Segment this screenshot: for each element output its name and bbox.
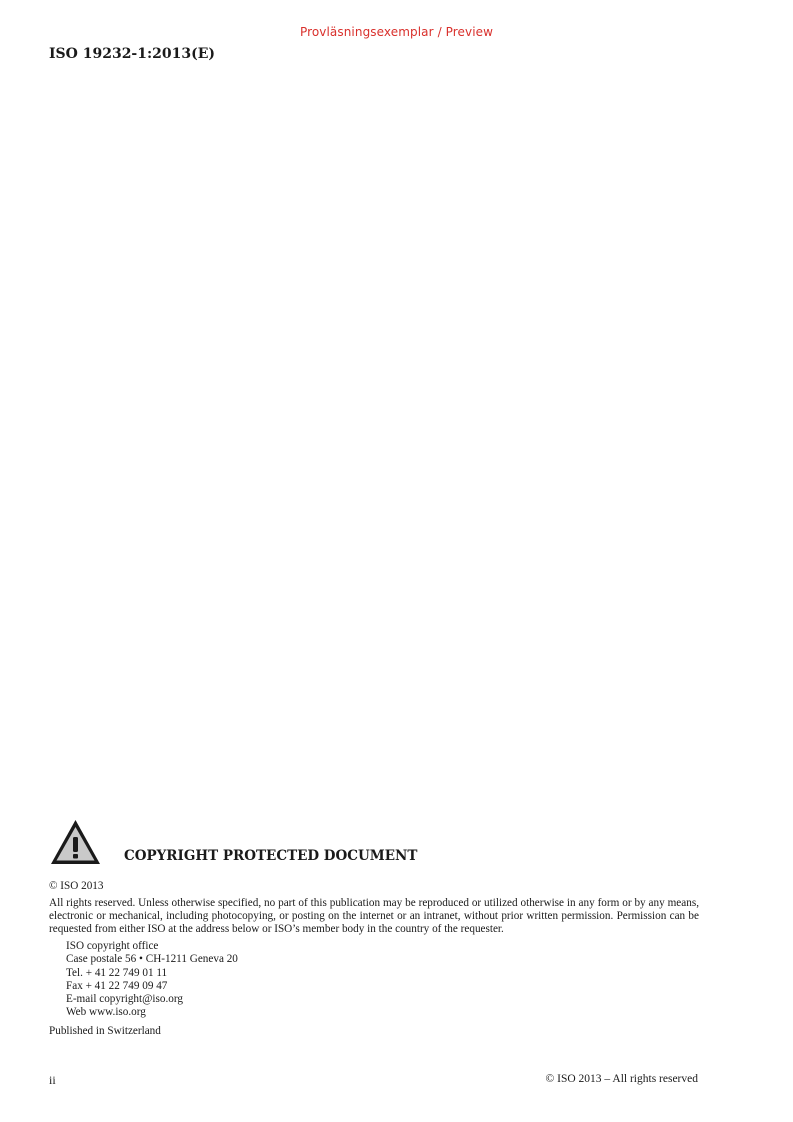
address-fax: Fax + 41 22 749 09 47 bbox=[66, 979, 168, 992]
address-block bbox=[66, 940, 699, 1019]
copyright-heading: COPYRIGHT PROTECTED DOCUMENT bbox=[124, 848, 418, 864]
address-postal: Case postale 56 • CH-1211 Geneva 20 bbox=[66, 953, 238, 966]
published-location: Published in Switzerland bbox=[49, 1024, 161, 1037]
footer-rights: © ISO 2013 – All rights reserved bbox=[545, 1073, 698, 1085]
address-tel: Tel. + 41 22 749 01 11 bbox=[66, 966, 168, 979]
warning-triangle-icon bbox=[49, 818, 102, 866]
address-web: Web www.iso.org bbox=[66, 1005, 146, 1018]
rights-statement: All rights reserved. Unless otherwise specified, no part of this publication may be reproduced or utilized otherwise in any form or by any means, electronic or mechanical, including photocopying, or posting on the internet or an intranet, without prior written permission. Permission can be requested from either ISO at the address below or ISO’s member body in the country of the requester. bbox=[49, 897, 699, 936]
copyright-block bbox=[49, 880, 699, 1038]
page-number: ii bbox=[49, 1073, 56, 1087]
preview-banner: Provläsningsexemplar / Preview bbox=[299, 25, 494, 39]
address-email: E-mail copyright@iso.org bbox=[66, 992, 183, 1005]
copyright-year: © ISO 2013 bbox=[49, 880, 104, 892]
document-id: ISO 19232-1:2013(E) bbox=[49, 46, 216, 62]
address-office: ISO copyright office bbox=[66, 940, 159, 953]
